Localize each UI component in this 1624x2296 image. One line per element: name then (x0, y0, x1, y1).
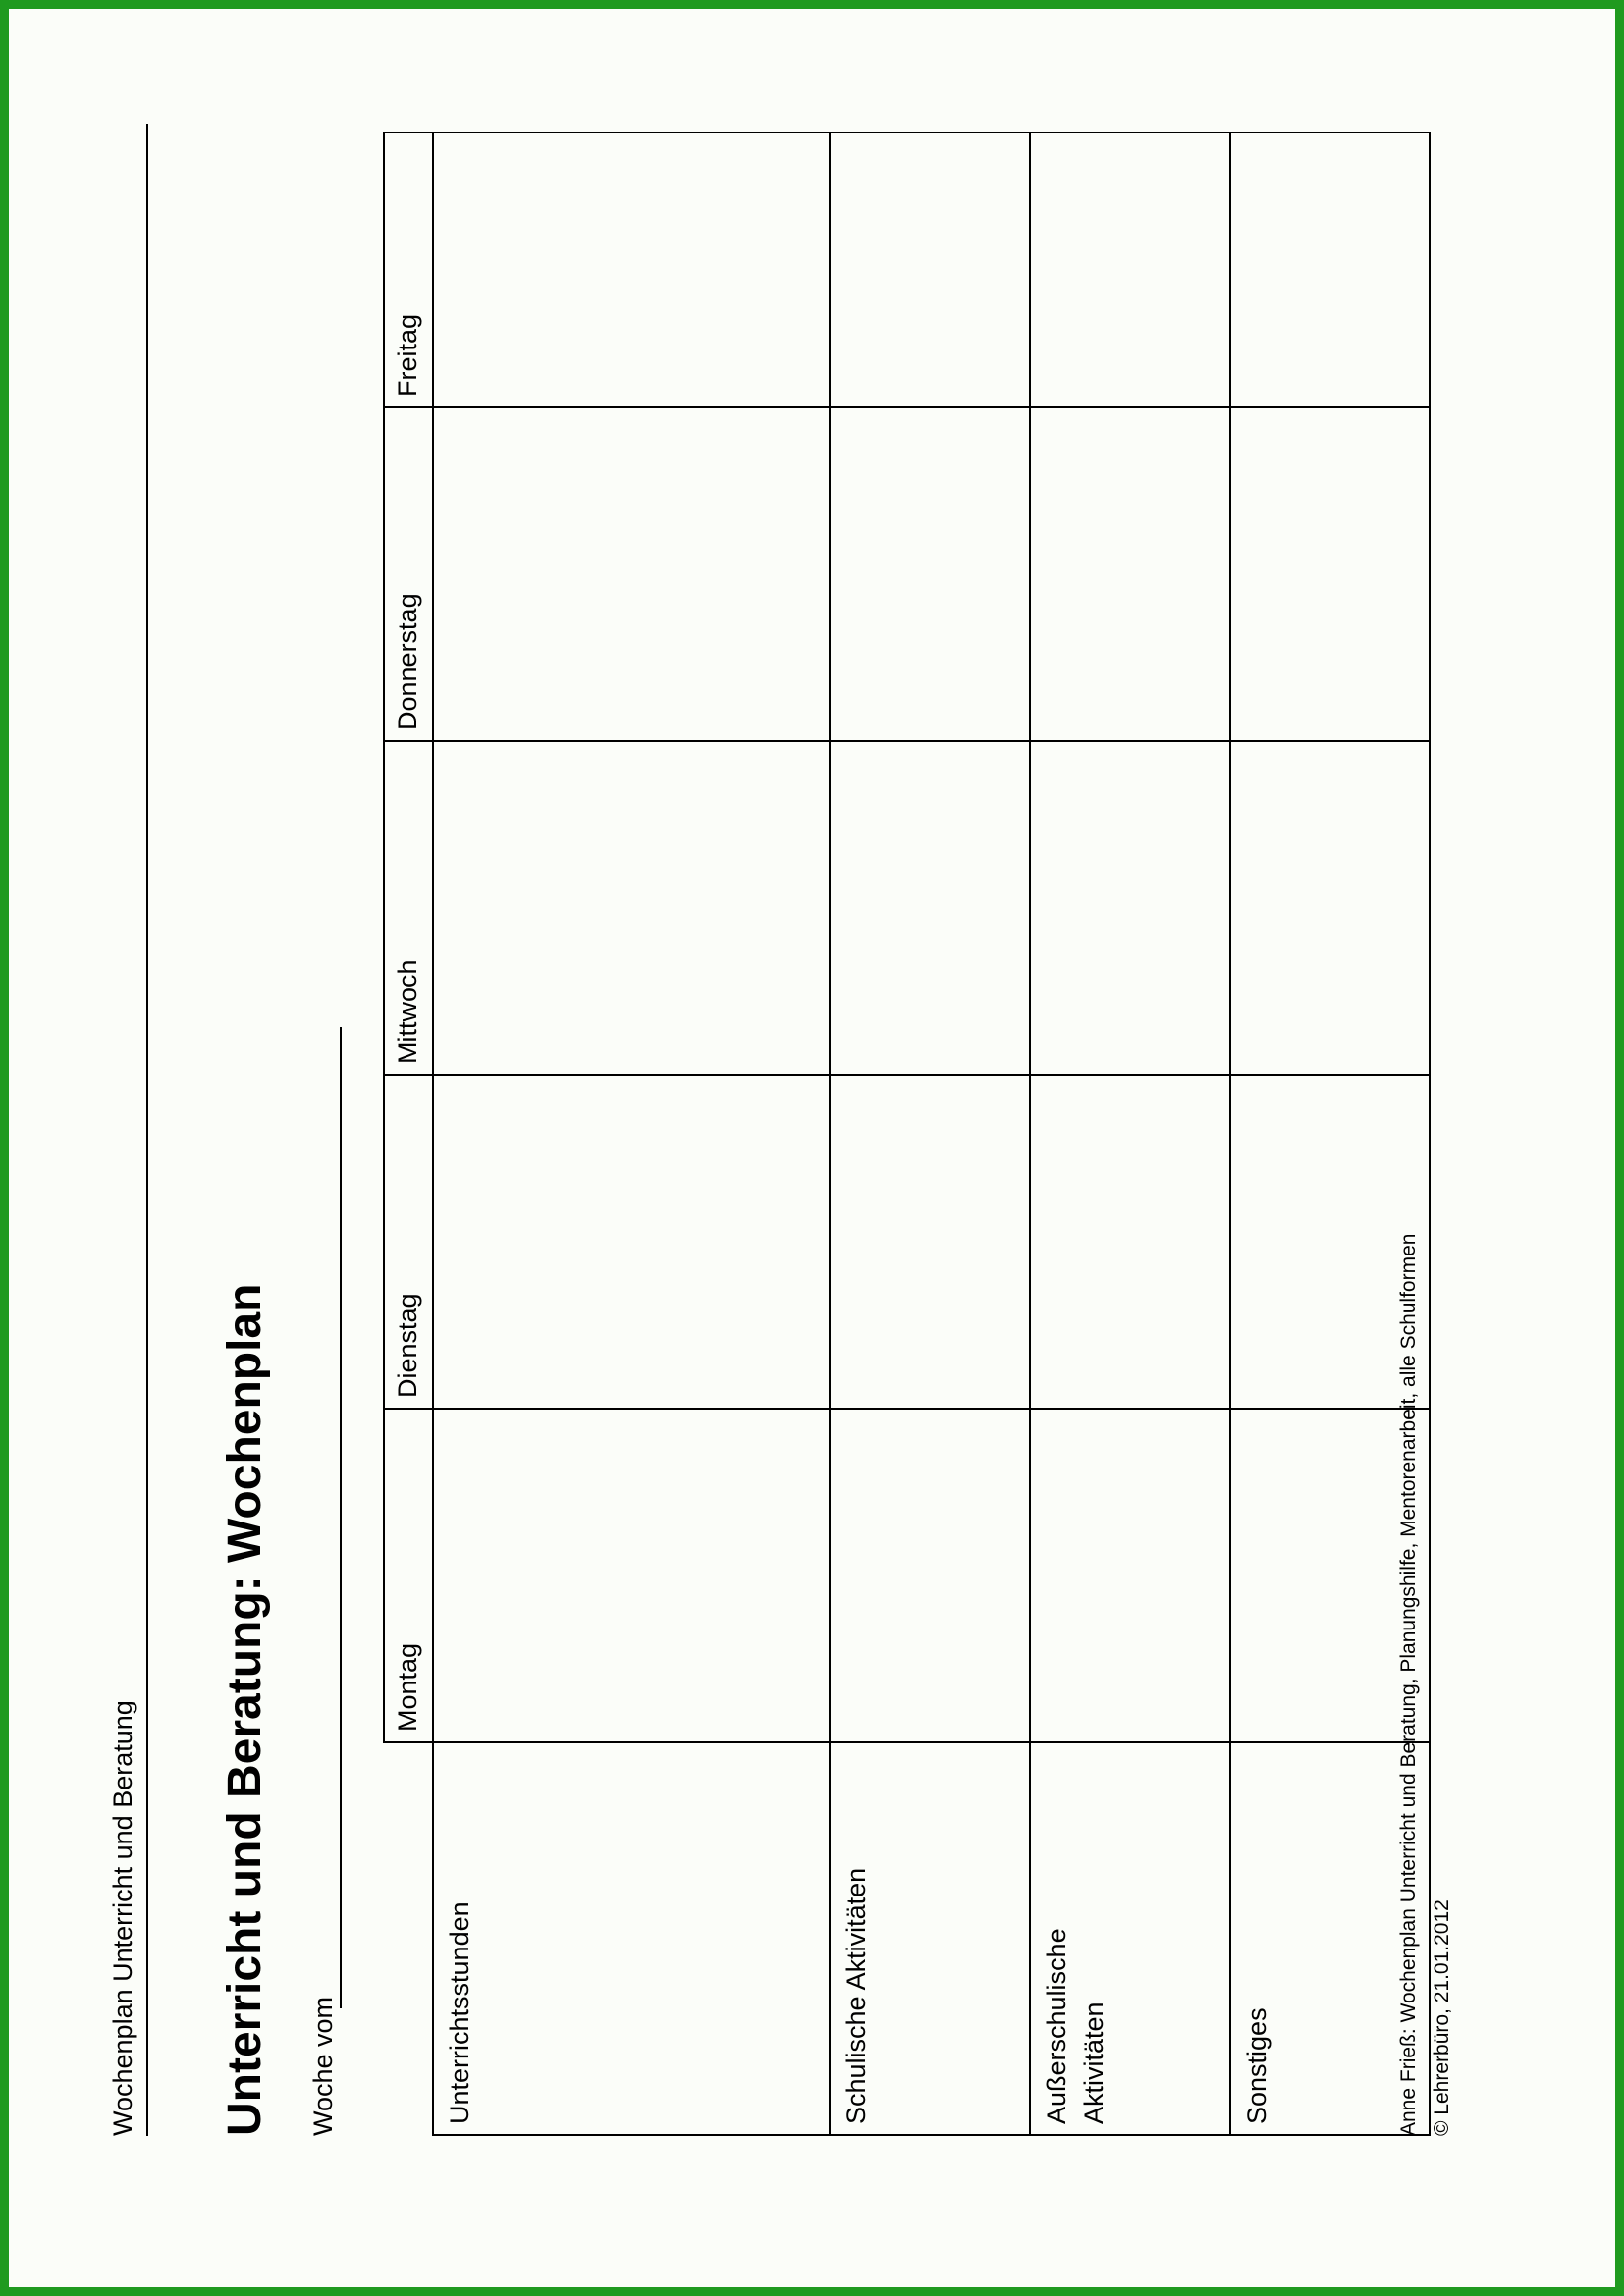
day-header-thursday: Donnerstag (384, 407, 433, 741)
page-title: Unterricht und Beratung: Wochenplan (219, 1283, 271, 2136)
plan-cell[interactable] (1030, 407, 1230, 741)
day-header-tuesday: Dienstag (384, 1075, 433, 1409)
plan-cell[interactable] (830, 741, 1030, 1075)
plan-cell[interactable] (433, 133, 830, 407)
table-row (433, 133, 830, 2135)
plan-cell[interactable] (1230, 741, 1430, 1075)
week-label: Woche vom (308, 1996, 338, 2136)
plan-cell[interactable] (1230, 407, 1430, 741)
plan-cell[interactable] (433, 407, 830, 741)
header-rule (146, 124, 148, 2136)
plan-cell[interactable] (433, 1409, 830, 1742)
plan-cell[interactable] (433, 1075, 830, 1409)
plan-cell[interactable] (1030, 741, 1230, 1075)
plan-cell[interactable] (433, 741, 830, 1075)
running-header: Wochenplan Unterricht und Beratung (108, 1700, 137, 2136)
day-header-row (384, 133, 433, 2135)
day-header-friday: Freitag (384, 133, 433, 407)
row-label-ausserschulische-aktivitaeten: Außerschulische Aktivitäten (1030, 1742, 1230, 2135)
week-plan-table (383, 132, 1431, 2136)
plan-cell[interactable] (1230, 133, 1430, 407)
plan-cell[interactable] (830, 133, 1030, 407)
plan-cell[interactable] (1030, 133, 1230, 407)
document-page (100, 124, 1465, 2136)
day-header-wednesday: Mittwoch (384, 741, 433, 1075)
table-corner (384, 1742, 433, 2135)
day-header-monday: Montag (384, 1409, 433, 1742)
plan-cell[interactable] (1030, 1409, 1230, 1742)
plan-cell[interactable] (830, 1075, 1030, 1409)
footer-copyright: © Lehrerbüro, 21.01.2012 (1430, 1899, 1453, 2136)
footer-credit: Anne Frieß: Wochenplan Unterricht und Beratung, Planungshilfe, Mentorenarbeit, alle Schulformen (1397, 1233, 1420, 2136)
plan-cell[interactable] (830, 407, 1030, 741)
row-label-sonstiges: Sonstiges (1230, 1742, 1430, 2135)
table-row (1030, 133, 1230, 2135)
table-row (830, 133, 1030, 2135)
row-label-schulische-aktivitaeten: Schulische Aktivitäten (830, 1742, 1030, 2135)
plan-cell[interactable] (1030, 1075, 1230, 1409)
row-label-unterrichtsstunden: Unterrichtsstunden (433, 1742, 830, 2135)
plan-cell[interactable] (830, 1409, 1030, 1742)
footer (1392, 1234, 1458, 2136)
week-date-line[interactable] (340, 1027, 342, 2008)
